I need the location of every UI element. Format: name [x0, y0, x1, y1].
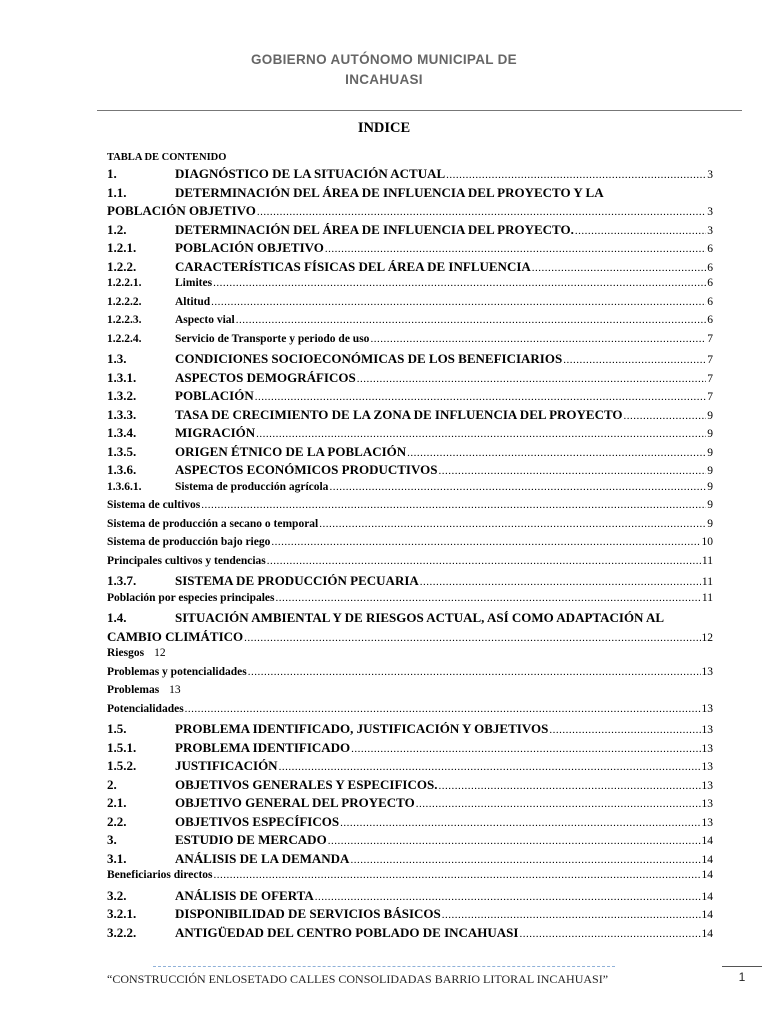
toc-entry-title: POBLACIÓN: [175, 388, 254, 403]
toc-entry-title: Problemas: [107, 684, 160, 696]
page-number: 1: [738, 970, 746, 984]
toc-entry[interactable]: [107, 462, 713, 481]
toc-entry[interactable]: [107, 573, 713, 592]
toc-entry[interactable]: [107, 259, 713, 278]
toc-entry[interactable]: [107, 166, 713, 185]
toc-entry-page: 9: [707, 480, 713, 493]
toc-entry-page: 14: [701, 853, 713, 866]
toc-entry-title: Limites: [175, 277, 213, 289]
toc-entry-page: 7: [707, 332, 713, 345]
toc-entry[interactable]: [107, 832, 713, 851]
toc-leader-dots: [446, 169, 706, 181]
toc-leader-dots: [420, 576, 701, 588]
toc-entry-title: Sistema de producción agrícola: [175, 480, 329, 493]
toc-entry-title: Aspecto vial: [175, 314, 235, 326]
toc-entry-title: ESTUDIO DE MERCADO: [175, 832, 327, 847]
toc-entry-title: Riesgos: [107, 647, 145, 659]
toc-entry-page: 13: [701, 761, 713, 773]
toc-entry-page: 14: [701, 835, 713, 847]
toc-entry-number: 1.5.1.: [107, 739, 137, 755]
toc-entry-number: 1.2.2.4.: [107, 332, 142, 345]
table-of-contents: [107, 166, 713, 943]
toc-leader-dots: [319, 518, 706, 530]
toc-leader-dots: [438, 465, 706, 477]
toc-leader-dots: [211, 296, 706, 308]
toc-leader-dots: [244, 632, 700, 644]
toc-entry[interactable]: [107, 314, 713, 333]
toc-entry-page: 11: [701, 591, 713, 604]
toc-leader-dots: [350, 854, 700, 866]
toc-entry[interactable]: [107, 407, 713, 426]
footer-divider: [153, 966, 615, 967]
toc-entry-title: ANTIGÜEDAD DEL CENTRO POBLADO DE INCAHUASI: [175, 924, 519, 940]
toc-entry[interactable]: [107, 481, 713, 500]
toc-entry-title: Sistema de cultivos: [107, 499, 201, 511]
toc-entry[interactable]: [107, 518, 713, 537]
toc-entry-title: DETERMINACIÓN DEL ÁREA DE INFLUENCIA DEL PROYECTO Y LA: [175, 184, 604, 200]
toc-entry-title: Población por especies principales: [107, 591, 275, 604]
toc-leader-dots: [407, 447, 706, 459]
toc-entry-title: Problemas y potencialidades: [107, 665, 247, 678]
toc-entry[interactable]: [107, 795, 713, 814]
toc-leader-dots: [256, 428, 706, 440]
toc-entry-page: 10: [701, 536, 713, 548]
toc-entry[interactable]: [107, 869, 713, 888]
toc-leader-dots: [563, 354, 706, 366]
toc-entry-title: Servicio de Transporte y periodo de uso: [175, 332, 370, 345]
toc-leader-dots: [214, 869, 701, 881]
toc-entry[interactable]: [107, 592, 713, 611]
toc-entry-title: OBJETIVO GENERAL DEL PROYECTO: [175, 795, 415, 810]
toc-entry-page: 11: [701, 576, 713, 588]
toc-entry-title: DISPONIBILIDAD DE SERVICIOS BÁSICOS: [175, 906, 441, 921]
toc-entry-number: 1.3.2.: [107, 388, 137, 403]
toc-leader-dots: [340, 817, 700, 829]
toc-entry-number: 1.3.5.: [107, 443, 137, 459]
toc-entry-title-continued: CAMBIO CLIMÁTICO: [107, 628, 244, 644]
toc-leader-dots: [532, 262, 706, 274]
toc-entry[interactable]: [107, 370, 713, 389]
toc-entry-number: 3.1.: [107, 850, 127, 866]
toc-entry-number: 3.2.1.: [107, 906, 137, 921]
toc-entry-title: ANÁLISIS DE LA DEMANDA: [175, 850, 350, 866]
toc-entry-page: 9: [707, 409, 713, 422]
toc-entry-page: 9: [707, 428, 713, 440]
toc-entry-title: Sistema de producción a secano o temporal: [107, 517, 319, 530]
toc-leader-dots: [185, 703, 701, 715]
toc-entry-title: DETERMINACIÓN DEL ÁREA DE INFLUENCIA DEL PROYECTO.: [175, 221, 574, 237]
toc-leader-dots: [549, 724, 700, 736]
toc-entry-title: CARACTERÍSTICAS FÍSICAS DEL ÁREA DE INFLUENCIA: [175, 258, 531, 274]
toc-leader-dots: [213, 277, 706, 289]
toc-entry-page: 12: [154, 647, 166, 659]
toc-entry-page: 7: [707, 372, 713, 385]
index-title: INDICE: [357, 120, 411, 136]
toc-leader-dots: [315, 891, 701, 903]
toc-entry-number: 1.3.3.: [107, 406, 137, 422]
toc-entry-title: JUSTIFICACIÓN: [175, 758, 278, 773]
toc-entry[interactable]: [107, 906, 713, 925]
toc-entry-number: 2.: [107, 776, 117, 792]
toc-leader-dots: [519, 928, 700, 940]
toc-entry-page: 9: [707, 499, 713, 511]
toc-leader-dots: [279, 761, 701, 773]
toc-entry-number: 1.3.4.: [107, 425, 137, 440]
toc-entry-page: 13: [701, 724, 713, 736]
toc-entry[interactable]: [107, 536, 713, 555]
toc-entry-page: 6: [707, 314, 713, 326]
toc-leader-dots: [624, 410, 707, 422]
toc-entry-page: 13: [701, 665, 713, 678]
toc-entry-number: 1.3.7.: [107, 573, 137, 588]
toc-entry-page: 3: [707, 206, 713, 218]
toc-entry-page: 7: [707, 354, 713, 366]
toc-leader-dots: [257, 206, 706, 218]
toc-entry-title: MIGRACIÓN: [175, 425, 256, 440]
toc-entry-number: 2.2.: [107, 813, 127, 829]
toc-entry-number: 1.3.: [107, 351, 127, 366]
toc-entry-page: 6: [707, 277, 713, 289]
toc-leader-dots: [370, 333, 706, 345]
toc-entry-line: [107, 629, 713, 648]
toc-entry-number: 1.3.1.: [107, 369, 137, 385]
toc-entry-number: 1.2.2.: [107, 258, 137, 274]
toc-entry[interactable]: [107, 555, 713, 574]
toc-entry[interactable]: [107, 425, 713, 444]
toc-entry-page: 6: [707, 261, 713, 274]
toc-entry-page: 13: [701, 779, 713, 792]
toc-entry[interactable]: [107, 240, 713, 259]
toc-entry-title: CONDICIONES SOCIOECONÓMICAS DE LOS BENEFICIARIOS: [175, 351, 563, 366]
toc-leader-dots: [351, 743, 700, 755]
toc-leader-dots: [329, 481, 706, 493]
toc-entry-title: POBLACIÓN OBJETIVO: [175, 240, 324, 255]
toc-entry-title: Principales cultivos y tendencias: [107, 554, 266, 567]
toc-entry-title: ASPECTOS ECONÓMICOS PRODUCTIVOS: [175, 462, 438, 477]
toc-leader-dots: [328, 835, 701, 847]
toc-entry-number: 2.1.: [107, 795, 127, 810]
toc-entry-number: 1.5.: [107, 721, 127, 736]
toc-entry[interactable]: [107, 333, 713, 352]
toc-entry-number: 1.3.6.1.: [107, 480, 142, 493]
toc-entry-title: ANÁLISIS DE OFERTA: [175, 887, 314, 903]
toc-entry[interactable]: [107, 388, 713, 407]
toc-leader-dots: [325, 243, 706, 255]
toc-leader-dots: [201, 499, 706, 511]
toc-entry-title: TASA DE CRECIMIENTO DE LA ZONA DE INFLUENCIA DEL PROYECTO: [175, 406, 623, 422]
toc-entry[interactable]: [107, 185, 713, 222]
toc-entry-number: 1.2.1.: [107, 240, 137, 255]
toc-entry-page: 11: [701, 554, 713, 567]
toc-entry-page: 9: [707, 465, 713, 477]
toc-entry-title: PROBLEMA IDENTIFICADO: [175, 739, 351, 755]
toc-entry-page: 14: [701, 927, 713, 940]
toc-entry-title: Altitud: [175, 295, 211, 308]
toc-entry-title: SISTEMA DE PRODUCCIÓN PECUARIA: [175, 573, 419, 588]
toc-entry-page: 6: [707, 243, 713, 255]
toc-entry-title: OBJETIVOS ESPECÍFICOS: [175, 813, 340, 829]
toc-entry-number: 1.2.: [107, 221, 127, 237]
toc-entry-title: OBJETIVOS GENERALES Y ESPECIFICOS.: [175, 776, 438, 792]
toc-leader-dots: [271, 536, 700, 548]
toc-entry-line: [107, 610, 713, 629]
toc-entry[interactable]: [107, 277, 713, 296]
toc-entry-title: ASPECTOS DEMOGRÁFICOS: [175, 369, 356, 385]
toc-entry[interactable]: [107, 814, 713, 833]
toc-entry-number: 1.1.: [107, 184, 127, 200]
toc-entry-page: 13: [701, 798, 713, 810]
toc-entry-title: ORIGEN ÉTNICO DE LA POBLACIÓN: [175, 443, 407, 459]
toc-entry-number: 1.2.2.2.: [107, 295, 142, 308]
toc-entry-page: 13: [701, 702, 713, 715]
toc-leader-dots: [357, 373, 707, 385]
toc-entry-page: 14: [701, 869, 713, 881]
toc-entry-number: 1.3.6.: [107, 462, 137, 477]
toc-entry-page: 3: [707, 169, 713, 181]
toc-entry-page: 9: [707, 446, 713, 459]
toc-entry-page: 13: [701, 816, 713, 829]
toc-leader-dots: [438, 780, 700, 792]
toc-entry-title: DIAGNÓSTICO DE LA SITUACIÓN ACTUAL: [175, 166, 446, 181]
toc-entry-title: Beneficiarios directos: [107, 869, 213, 881]
toc-entry-page: 7: [707, 391, 713, 403]
toc-entry-number: 3.: [107, 832, 117, 847]
toc-entry[interactable]: [107, 851, 713, 870]
toc-entry[interactable]: [107, 888, 713, 907]
toc-entry[interactable]: [107, 777, 713, 796]
toc-entry-title: SITUACIÓN AMBIENTAL Y DE RIESGOS ACTUAL, ASÍ COMO ADAPTACIÓN AL: [175, 610, 665, 625]
toc-entry-page: 12: [701, 631, 713, 644]
toc-label: TABLA DE CONTENIDO: [107, 152, 227, 163]
toc-entry-title: Sistema de producción bajo riego: [107, 536, 271, 548]
toc-leader-dots: [267, 555, 701, 567]
toc-entry[interactable]: [107, 684, 713, 703]
toc-entry-title-continued: POBLACIÓN OBJETIVO: [107, 203, 256, 218]
header-line-1: GOBIERNO AUTÓNOMO MUNICIPAL DE: [250, 52, 517, 67]
toc-entry-number: 3.2.2.: [107, 924, 137, 940]
header-divider: [97, 110, 742, 111]
toc-leader-dots: [442, 909, 701, 921]
toc-entry-title: Potencialidades: [107, 702, 184, 715]
toc-entry-number: 1.: [107, 166, 117, 181]
toc-entry-number: 3.2.: [107, 887, 127, 903]
toc-entry-number: 1.5.2.: [107, 758, 137, 773]
toc-entry-line: [107, 185, 713, 204]
toc-leader-dots: [255, 391, 707, 403]
toc-entry[interactable]: [107, 740, 713, 759]
toc-entry[interactable]: [107, 758, 713, 777]
toc-leader-dots: [416, 798, 701, 810]
toc-entry-page: 13: [701, 742, 713, 755]
toc-entry[interactable]: [107, 499, 713, 518]
toc-entry-page: 14: [701, 890, 713, 903]
toc-entry-page: 9: [707, 517, 713, 530]
toc-leader-dots: [248, 666, 701, 678]
toc-entry[interactable]: [107, 666, 713, 685]
toc-entry[interactable]: [107, 925, 713, 944]
toc-leader-dots: [276, 592, 701, 604]
toc-entry-page: 13: [169, 684, 181, 696]
toc-entry[interactable]: [107, 222, 713, 241]
toc-entry-number: 1.2.2.3.: [107, 314, 142, 326]
toc-leader-dots: [236, 314, 707, 326]
toc-entry-line: [107, 203, 713, 222]
header-line-2: INCAHUASI: [345, 72, 423, 87]
document-header: [0, 50, 768, 90]
toc-entry-page: 3: [707, 224, 713, 237]
toc-entry-number: 1.4.: [107, 610, 127, 625]
toc-entry[interactable]: [107, 721, 713, 740]
toc-leader-dots: [575, 225, 706, 237]
footer-project-title: “CONSTRUCCIÓN ENLOSETADO CALLES CONSOLIDADAS BARRIO LITORAL INCAHUASI”: [107, 972, 609, 986]
toc-entry[interactable]: [107, 703, 713, 722]
toc-entry[interactable]: [107, 351, 713, 370]
toc-entry[interactable]: [107, 444, 713, 463]
toc-entry[interactable]: [107, 647, 713, 666]
toc-entry-number: 1.2.2.1.: [107, 277, 142, 289]
page-number-rule: [722, 966, 762, 967]
toc-entry-title: PROBLEMA IDENTIFICADO, JUSTIFICACIÓN Y OBJETIVOS: [175, 721, 549, 736]
toc-entry[interactable]: [107, 610, 713, 647]
toc-entry[interactable]: [107, 296, 713, 315]
toc-entry-page: 6: [707, 295, 713, 308]
toc-entry-page: 14: [701, 909, 713, 921]
